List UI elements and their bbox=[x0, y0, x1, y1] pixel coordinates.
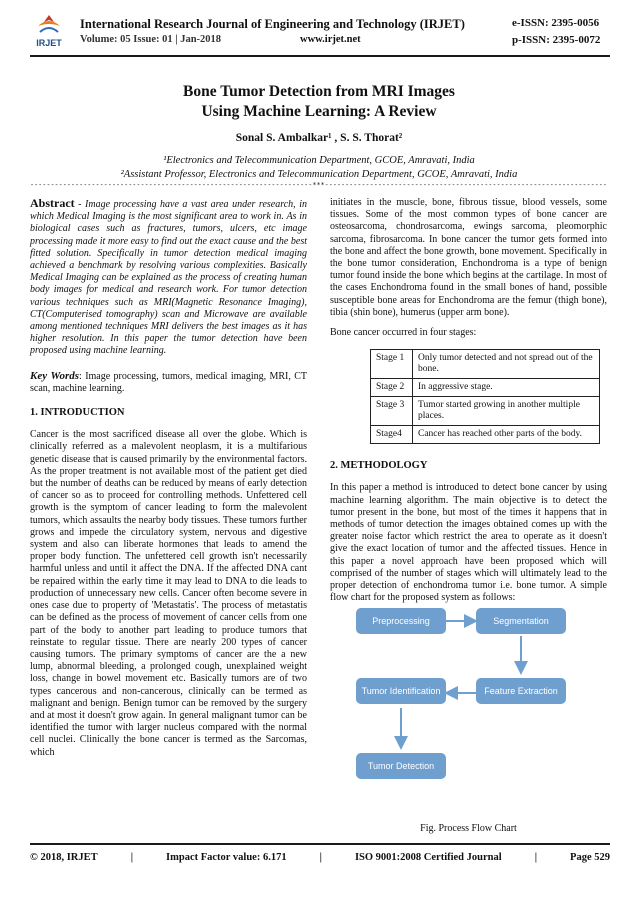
flow-box-tumor-detection: Tumor Detection bbox=[356, 753, 446, 779]
affiliation-1: ¹Electronics and Telecommunication Department, GCOE, Amravati, India bbox=[163, 155, 475, 166]
table-row bbox=[371, 350, 600, 379]
right-column bbox=[330, 197, 607, 830]
page-footer bbox=[30, 852, 610, 863]
abstract-label: Abstract bbox=[30, 196, 75, 210]
journal-title: International Research Journal of Engineering and Technology (IRJET) bbox=[80, 17, 465, 31]
footer-separator: | bbox=[534, 852, 537, 863]
paper-title-line2: Using Machine Learning: A Review bbox=[201, 103, 437, 120]
stage-desc: Tumor started growing in another multiple places. bbox=[413, 397, 600, 426]
flow-box-tumor-identification: Tumor Identification bbox=[356, 678, 446, 704]
stage-label: Stage4 bbox=[371, 426, 413, 444]
eissn: e-ISSN: 2395-0056 bbox=[512, 17, 600, 29]
volume-issue: Volume: 05 Issue: 01 | Jan-2018 bbox=[80, 34, 222, 45]
right-paragraph-1: initiates in the muscle, bone, fibrous tissue, blood vessels, some tissues. Some of the most common types of bone cancer are osteosarcoma, chondrosarcoma, ewings sarcoma, pleomorphic sarcoma, fibrosarcoma. In bone cancer the tumor gets formed into the bone and affect the bone growth, bone movement. Specifically in the bone tumor consideration, Enchondroma is a type of benign tumor found inside the bone which begins at the cartilage. In most of the cases Enchondroma found in the small bones of hand, possible susceptible bone areas for Enchondroma are the femur (thigh bone), tibia (shin bone), humerus (upper arm bone). bbox=[330, 197, 607, 318]
stage-label: Stage 2 bbox=[371, 379, 413, 397]
website-link[interactable]: www.irjet.net bbox=[300, 34, 361, 45]
left-column bbox=[30, 197, 307, 759]
section1-heading: 1. INTRODUCTION bbox=[30, 407, 125, 419]
stages-table bbox=[370, 349, 600, 444]
flow-box-segmentation: Segmentation bbox=[476, 608, 566, 634]
abstract-text: - Image processing have a vast area under research, in which Medical Imaging is the most significant area to work in. As in biological cases such as fractures, tumors, ulcers, etc image processing made it more easy to find out the exact cause and the best fitted solution. Specifically in tumor detection medical imaging achieved a benchmark by resolving various complexities. Basically Medical Imaging can be explained as the process of creating human body images for medical and research work. For tumor detection various techniques such as MRI(Magnetic Resonance Imaging), CT(Computerised tomography) scan and Microwave are available among mentioned techniques MRI delivers the best images as it has higher resolution. In this paper the tumor detection have been proposed using machine learning. bbox=[30, 199, 307, 357]
iso-certification: ISO 9001:2008 Certified Journal bbox=[354, 852, 502, 863]
stage-desc: Only tumor detected and not spread out of the bone. bbox=[413, 350, 600, 379]
stage-desc: Cancer has reached other parts of the body. bbox=[413, 426, 600, 444]
table-row bbox=[371, 379, 600, 397]
impact-factor: Impact Factor value: 6.171 bbox=[166, 852, 287, 863]
stage-label: Stage 1 bbox=[371, 350, 413, 379]
header-rule bbox=[30, 55, 610, 57]
section-divider: ---------------------------------------------------------------------***--------------------------------------------------------------------- bbox=[30, 181, 607, 189]
page-number: Page 529 bbox=[570, 852, 610, 863]
right-paragraph-2: Bone cancer occurred in four stages: bbox=[330, 327, 477, 339]
section2-text: In this paper a method is introduced to detect bone cancer by using machine learning algorithm. The main objective is to detect the tumor present in the bone, but most of the times it happens that in methods of tumor detection the images obtained comes up with the greater noise factor which restrict the area to operate as it doesn't give the exact location of tumor and the affected tissues. Hence in this paper a novel approach have been proposed which will comprised of the number of stages which will ultimately lead to the proper detection of enchondroma tumor i.e. bone tumor. A simple flow chart for the proposed system as follows: bbox=[330, 482, 607, 604]
keywords bbox=[30, 370, 307, 395]
footer-separator: | bbox=[319, 852, 322, 863]
journal-header bbox=[0, 0, 638, 62]
process-flow-chart bbox=[330, 608, 607, 830]
figure-caption: Fig. Process Flow Chart bbox=[420, 823, 517, 834]
section2-heading: 2. METHODOLOGY bbox=[330, 460, 428, 472]
keywords-text: : Image processing, tumors, medical imaging, MRI, CT scan, machine learning. bbox=[30, 370, 307, 394]
copyright: © 2018, IRJET bbox=[30, 852, 98, 863]
affiliation-2: ²Assistant Professor, Electronics and Telecommunication Department, GCOE, Amravati, India bbox=[120, 169, 518, 180]
section1-text: Cancer is the most sacrificed disease all over the globe. Which is clinically referred as a malevolent neoplasm, it is a multifarious genetic disease that is caused primarily by the environmental factors. As the proper treatment is not available most of the patient get died but the number of deaths can be reduced by means of early detection of cancer so as to proceed for controlling methods. Unfettered cell growth is the symptom of cancer leading to form the malevolent tumors, which assaults the nearby body tissues. These tumors further grows and impede the circulatory system, nervous and digestive system and also can liberate hormones that leads to amend the proper body function. The unfettered cell growth isn't necessarily harmful unless and until it affect the DNA. If the affected DNA cant be repaired within the early time it may lead to DNA to die leads to production of unnecessary new cells. Cancer often become severe in ones case due to property of 'Metastatis'. The process of metastatis can be defined as the process of movement of cancer cells from one part of the body to another part leading to produce tumors that reinstate to regular tissue. There are nearly 200 types of cancer causing tumors. The primary symptoms of cancer are the a new lump, abnormal bleeding, a prolonged cough, unexplained weight loss, change in bowel movement etc. Basically tumors are of two types cancerous and non-cancerous, clinically can be termed as malignant and benign. Benign tumor can be removed by the surgery and at most it doesn't grow again. In general malignant tumor can be identified the tumor with larger nucleus compared with the normal cell nuclei. Clinically the bone cancer is termed as the Sarcomas, which bbox=[30, 429, 307, 758]
table-row bbox=[371, 397, 600, 426]
abstract bbox=[30, 197, 307, 358]
keywords-label: Key Words bbox=[30, 369, 80, 382]
irjet-logo-icon bbox=[30, 12, 68, 50]
flow-arrows bbox=[330, 608, 607, 830]
paper-title-line1: Bone Tumor Detection from MRI Images bbox=[183, 83, 455, 100]
pissn: p-ISSN: 2395-0072 bbox=[512, 34, 601, 46]
footer-rule bbox=[30, 843, 610, 845]
footer-separator: | bbox=[130, 852, 133, 863]
table-row bbox=[371, 426, 600, 444]
stage-desc: In aggressive stage. bbox=[413, 379, 600, 397]
logo-text: IRJET bbox=[36, 38, 62, 48]
flow-box-preprocessing: Preprocessing bbox=[356, 608, 446, 634]
stage-label: Stage 3 bbox=[371, 397, 413, 426]
flow-box-feature-extraction: Feature Extraction bbox=[476, 678, 566, 704]
authors: Sonal S. Ambalkar¹ , S. S. Thorat² bbox=[235, 132, 403, 144]
